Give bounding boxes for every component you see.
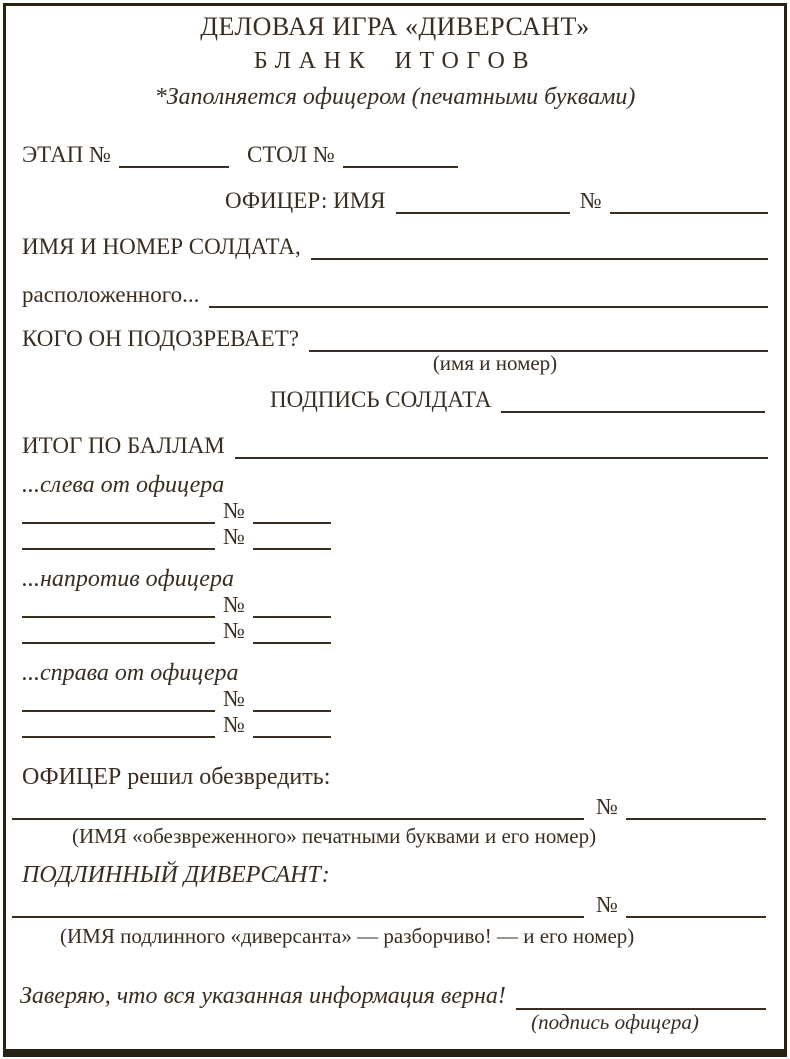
score-label: ИТОГ ПО БАЛЛАМ (22, 433, 225, 459)
seat-number-blank (253, 712, 331, 738)
seat-row (22, 686, 331, 712)
suspect-row (22, 320, 768, 352)
neutralize-number-blank (626, 794, 766, 820)
group-opposite-header: ...напротив офицера (22, 566, 234, 592)
located-label: расположенного... (22, 282, 200, 308)
saboteur-no-symbol: № (596, 892, 618, 918)
score-row (22, 427, 768, 459)
located-blank (209, 282, 768, 308)
seat-no-symbol: № (223, 618, 245, 644)
table-label: СТОЛ № (247, 142, 335, 168)
suspect-hint: (имя и номер) (432, 351, 558, 375)
group-right-header: ...справа от офицера (22, 660, 239, 686)
officer-row (225, 182, 768, 214)
saboteur-row (12, 890, 766, 918)
seat-row (22, 498, 331, 524)
suspect-label: КОГО ОН ПОДОЗРЕВАЕТ? (22, 326, 299, 352)
table-number-blank (343, 142, 458, 168)
seat-no-symbol: № (223, 686, 245, 712)
officer-no-symbol: № (579, 188, 602, 214)
seat-no-symbol: № (223, 498, 245, 524)
form-subtitle: БЛАНК ИТОГОВ (253, 48, 537, 74)
neutralize-hint: (ИМЯ «обезвреженного» печатными буквами и его номер) (72, 824, 597, 848)
located-row (22, 276, 768, 308)
form-title: ДЕЛОВАЯ ИГРА «ДИВЕРСАНТ» (200, 12, 590, 41)
seat-name-blank (22, 524, 215, 550)
soldier-signature-row (270, 381, 765, 413)
seat-number-blank (253, 498, 331, 524)
saboteur-name-blank (12, 892, 584, 918)
seat-name-blank (22, 498, 215, 524)
seat-row (22, 618, 331, 644)
form-note: *Заполняется офицером (печатными буквами) (154, 84, 636, 110)
seat-row (22, 592, 331, 618)
soldier-signature-label: ПОДПИСЬ СОЛДАТА (270, 387, 492, 413)
seat-name-blank (22, 686, 215, 712)
neutralize-row (12, 792, 766, 820)
officer-number-blank (610, 188, 768, 214)
seat-name-blank (22, 592, 215, 618)
certify-hint: (подпись офицера) (531, 1010, 699, 1034)
officer-name-label: ОФИЦЕР: ИМЯ (225, 188, 386, 214)
certify-row (20, 976, 766, 1010)
seat-number-blank (253, 592, 331, 618)
soldier-signature-blank (501, 387, 765, 413)
stage-label: ЭТАП № (22, 142, 112, 168)
group-left-header: ...слева от офицера (22, 472, 225, 498)
saboteur-label: ПОДЛИННЫЙ ДИВЕРСАНТ: (22, 862, 330, 888)
seat-row (22, 712, 331, 738)
saboteur-hint: (ИМЯ подлинного «диверсанта» — разборчиво! — и его номер) (60, 924, 635, 948)
neutralize-label: ОФИЦЕР решил обезвредить: (22, 764, 331, 790)
saboteur-number-blank (626, 892, 766, 918)
seat-number-blank (253, 686, 331, 712)
certify-label: Заверяю, что вся указанная информация верна! (20, 983, 506, 1010)
soldier-row (22, 228, 768, 260)
neutralize-no-symbol: № (596, 794, 618, 820)
suspect-blank (309, 326, 768, 352)
seat-name-blank (22, 712, 215, 738)
seat-no-symbol: № (223, 592, 245, 618)
seat-number-blank (253, 618, 331, 644)
score-blank (235, 433, 768, 459)
stage-table-row (22, 136, 458, 168)
certify-signature-blank (516, 983, 766, 1010)
neutralize-name-blank (12, 794, 584, 820)
seat-number-blank (253, 524, 331, 550)
soldier-name-blank (311, 234, 768, 260)
stage-number-blank (119, 142, 229, 168)
seat-no-symbol: № (223, 524, 245, 550)
soldier-label: ИМЯ И НОМЕР СОЛДАТА, (22, 234, 301, 260)
seat-no-symbol: № (223, 712, 245, 738)
officer-name-blank (396, 188, 570, 214)
seat-name-blank (22, 618, 215, 644)
seat-row (22, 524, 331, 550)
